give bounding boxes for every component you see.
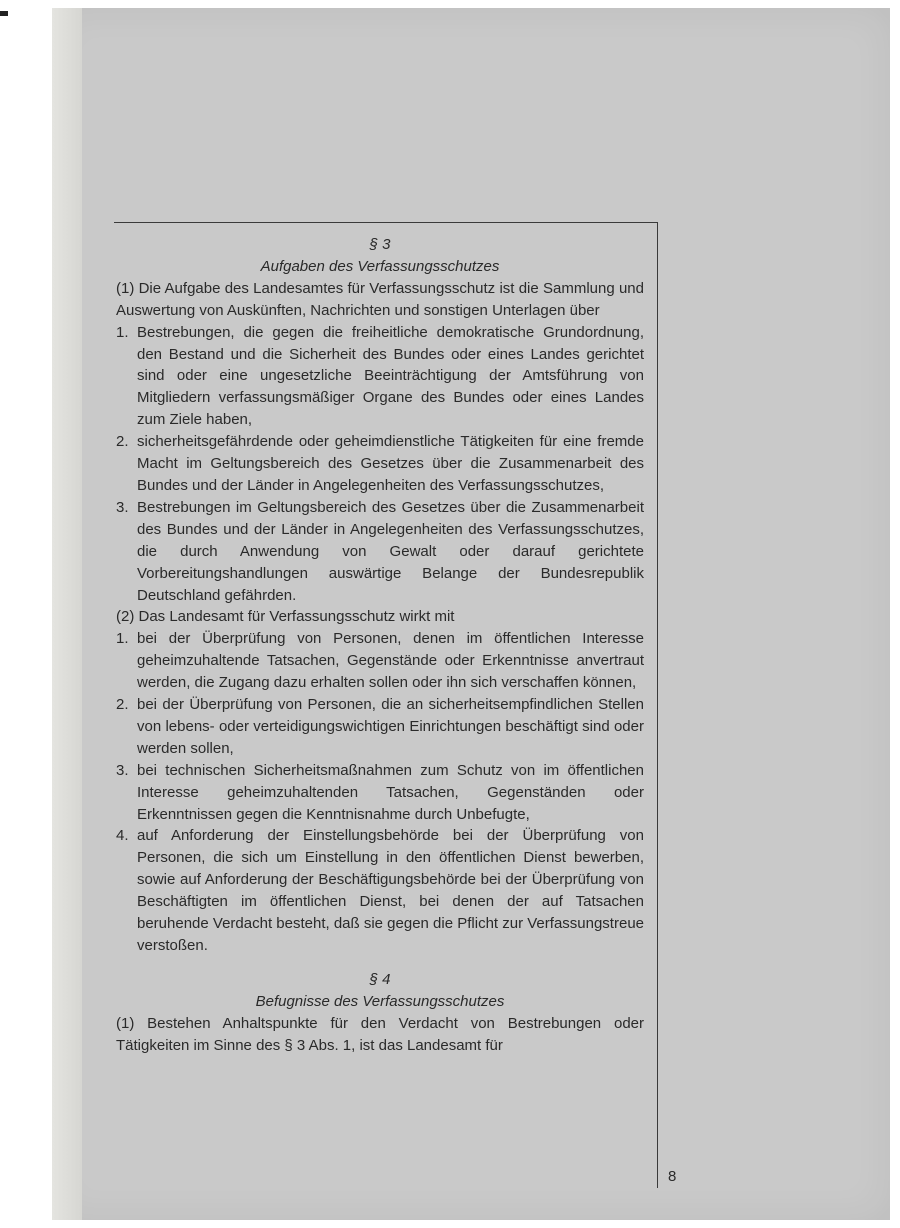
list-item-text: Bestrebungen, die gegen die freiheitliche demokratische Grundordnung, den Bestand und die Sicherheit des Bundes oder eines Landes gerichtet sind oder eine ungesetzliche Beeinträchtigung der Amtsführung von Mitgliedern verfassungsmäßiger Organe des Bundes oder eines Landes zum Ziele haben, — [137, 323, 644, 429]
scan-corner-mark — [0, 11, 8, 16]
list-item-number: 4. — [116, 827, 129, 845]
list-item-text: Bestrebungen im Geltungsbereich des Gesetzes über die Zusammenarbeit des Bundes und der Länder in Angelegenheiten des Verfassungsschutzes, die durch Anwendung von Gewalt oder darauf gerichtete Vorbereitungshandlungen auswärtige Belange der Bundesrepublik Deutschland gefährden. — [137, 498, 644, 604]
list-item — [116, 825, 644, 956]
list-item-text: bei der Überprüfung von Personen, die an sicherheitsempfindlichen Stellen von lebens- oder verteidigungswichtigen Einrichtungen beschäftigt sind oder werden sollen, — [137, 696, 644, 757]
list-item-text: bei der Überprüfung von Personen, denen im öffentlichen Interesse geheimzuhaltende Tatsachen, Gegenstände oder Erkenntnisse anvertraut werden, die Zugang dazu erhalten sollen oder ihn sich verschaffen können, — [137, 630, 644, 692]
list-item — [116, 760, 644, 826]
section-spacer — [116, 957, 644, 969]
section-4-number: § 4 — [369, 970, 391, 988]
section-4-paragraph-1: (1) Bestehen Anhaltspunkte für den Verdacht von Bestrebungen oder Tätigkeiten im Sinne des § 3 Abs. 1, ist das Landesamt für — [116, 1014, 644, 1054]
list-item-number: 1. — [116, 323, 129, 341]
section-3-title: Aufgaben des Verfassungsschutzes — [260, 257, 500, 275]
list-item — [116, 322, 644, 432]
section-4-title: Befugnisse des Verfassungsschutzes — [255, 992, 505, 1010]
list-item — [116, 694, 644, 760]
list-item-text: sicherheitsgefährdende oder geheimdienstliche Tätigkeiten für eine fremde Macht im Geltungsbereich des Gesetzes über die Zusammenarbeit des Bundes und der Länder in Angelegenheiten des Verfassungsschutzes, — [137, 433, 644, 494]
section-3-number: § 3 — [369, 236, 391, 253]
list-item-number: 3. — [116, 498, 129, 516]
page-margin-strip — [52, 8, 82, 1220]
list-item — [116, 431, 644, 497]
section-3-paragraph-1-intro: (1) Die Aufgabe des Landesamtes für Verfassungsschutz ist die Sammlung und Auswertung von Auskünften, Nachrichten und sonstigen Unterlagen über — [116, 279, 644, 319]
section-3-paragraph-2-intro: (2) Das Landesamt für Verfassungsschutz wirkt mit — [116, 608, 455, 626]
list-item — [116, 628, 644, 694]
list-item-number: 2. — [116, 696, 129, 714]
document-body — [116, 234, 644, 1057]
list-item-number: 1. — [116, 630, 129, 648]
list-item-text: auf Anforderung der Einstellungsbehörde bei der Überprüfung von Personen, die sich um Einstellung in den öffentlichen Dienst bewerben, sowie auf Anforderung der Beschäftigungsbehörde bei der Überprüfung von Beschäftigten im öffentlichen Dienst, bei denen der auf Tatsachen beruhende Verdacht besteht, daß sie gegen die Pflicht zur Verfassungstreue verstoßen. — [137, 827, 644, 954]
list-item-text: bei technischen Sicherheitsmaßnahmen zum Schutz von im öffentlichen Interesse geheimzuhaltenden Tatsachen, Gegenständen oder Erkenntnissen gegen die Kenntnisnahme durch Unbefugte, — [137, 761, 644, 823]
frame-top-rule — [114, 222, 658, 223]
frame-right-rule — [657, 222, 658, 1188]
list-item — [116, 497, 644, 607]
page-number: 8 — [668, 1168, 677, 1185]
list-item-number: 2. — [116, 433, 129, 451]
list-item-number: 3. — [116, 761, 129, 779]
